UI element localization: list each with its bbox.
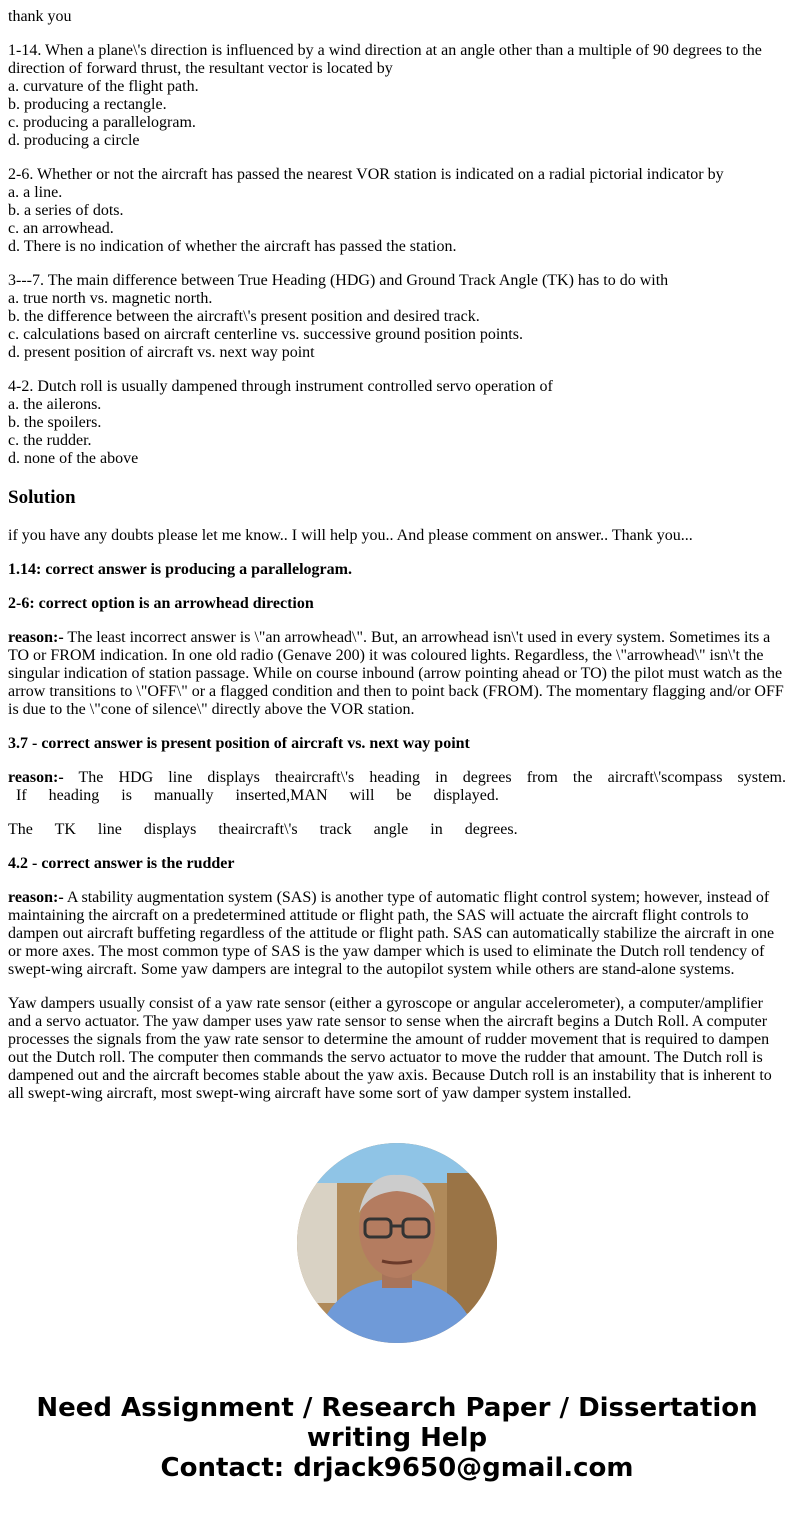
author-photo [297,1143,497,1343]
option: b. producing a rectangle. [8,96,167,113]
question-2 [8,166,786,256]
reason-text: A stability augmentation system (SAS) is another type of automatic flight control system; however, instead of maintaining the aircraft on a predetermined attitude or flight path, the SAS will actuate the aircraft flight controls to dampen out aircraft buffeting regardless of the attitude or flight path. SAS can automatically stabilize the aircraft in one or more axes. The most common type of SAS is the yaw damper which is used to eliminate the Dutch roll tendency of swept-wing aircraft. Some yaw dampers are integral to the autopilot system while others are stand-alone systems. [8,889,775,978]
reason-label: reason:- [8,889,64,906]
option: d. producing a circle [8,132,140,149]
reason-3 [8,769,786,805]
option: a. curvature of the flight path. [8,78,199,95]
option: b. a series of dots. [8,202,124,219]
option: d. present position of aircraft vs. next way point [8,344,315,361]
footer-contact-email: Contact: drjack9650@gmail.com [160,1453,634,1483]
question-text: 2-6. Whether or not the aircraft has passed the nearest VOR station is indicated on a radial pictorial indicator by [8,166,724,183]
answer-2: 2-6: correct option is an arrowhead direction [8,595,314,612]
option: a. true north vs. magnetic north. [8,290,213,307]
reason-text: The least incorrect answer is \"an arrowhead\". But, an arrowhead isn\'t used in every system. Sometimes its a TO or FROM indication. In one old radio (Genave 200) it was coloured lights. Regardless, the \"arrowhead\" isn\'t the singular indication of station passage. While on course inbound (arrow pointing ahead or TO) the pilot must watch as the arrow transitions to \"OFF\" or a flagged condition and then to point back (FROM). The momentary flagging and/or OFF is due to the \"cone of silence\" directly above the VOR station. [8,629,784,718]
option: c. an arrowhead. [8,220,114,237]
option: d. none of the above [8,450,139,467]
solution-heading: Solution [8,487,76,508]
intro-text: thank you [8,8,72,25]
footer-contact [8,1393,786,1483]
reason-label: reason:- [8,629,64,646]
yaw-damper-paragraph: Yaw dampers usually consist of a yaw rate sensor (either a gyroscope or angular accelerometer), a computer/amplifier and a servo actuator. The yaw damper uses yaw rate sensor to sense when the aircraft begins a Dutch Roll. A computer processes the signals from the yaw rate sensor to determine the amount of rudder movement that is required to dampen out the Dutch roll. The computer then commands the servo actuator to move the rudder that amount. The Dutch roll is dampened out and the aircraft becomes stable about the yaw axis. Because Dutch roll is an instability that is inherent to all swept-wing aircraft, most swept-wing aircraft have some sort of yaw damper system installed. [8,995,772,1102]
answer-3: 3.7 - correct answer is present position of aircraft vs. next way point [8,735,470,752]
question-4 [8,378,786,468]
reason-label: reason:- [8,769,64,786]
option: c. producing a parallelogram. [8,114,196,131]
tk-text: The TK line displays theaircraft\'s track angle in degrees. [8,821,518,838]
option: c. the rudder. [8,432,92,449]
solution-intro: if you have any doubts please let me know.. I will help you.. And please comment on answer.. Thank you... [8,527,693,544]
footer-line: writing Help [306,1423,488,1453]
question-1 [8,42,786,150]
question-text: 1-14. When a plane\'s direction is influenced by a wind direction at an angle other than a multiple of 90 degrees to the direction of forward thrust, the resultant vector is located by [8,42,762,77]
reason-2 [8,629,786,719]
option: b. the difference between the aircraft\'s present position and desired track. [8,308,480,325]
option: a. a line. [8,184,63,201]
reason-text: If heading is manually inserted,MAN will be displayed. [16,787,499,804]
option: a. the ailerons. [8,396,102,413]
option: d. There is no indication of whether the aircraft has passed the station. [8,238,457,255]
reason-4 [8,889,786,979]
question-3 [8,272,786,362]
question-text: 4-2. Dutch roll is usually dampened through instrument controlled servo operation of [8,378,553,395]
answer-4: 4.2 - correct answer is the rudder [8,855,235,872]
reason-text: The HDG line displays theaircraft\'s heading in degrees from the aircraft\'scompass system. [63,769,786,786]
option: c. calculations based on aircraft centerline vs. successive ground position points. [8,326,523,343]
footer-line: Need Assignment / Research Paper / Dissertation [36,1393,758,1423]
question-text: 3---7. The main difference between True Heading (HDG) and Ground Track Angle (TK) has to do with [8,272,669,289]
answer-1: 1.14: correct answer is producing a parallelogram. [8,561,352,578]
questions [8,42,786,468]
option: b. the spoilers. [8,414,102,431]
